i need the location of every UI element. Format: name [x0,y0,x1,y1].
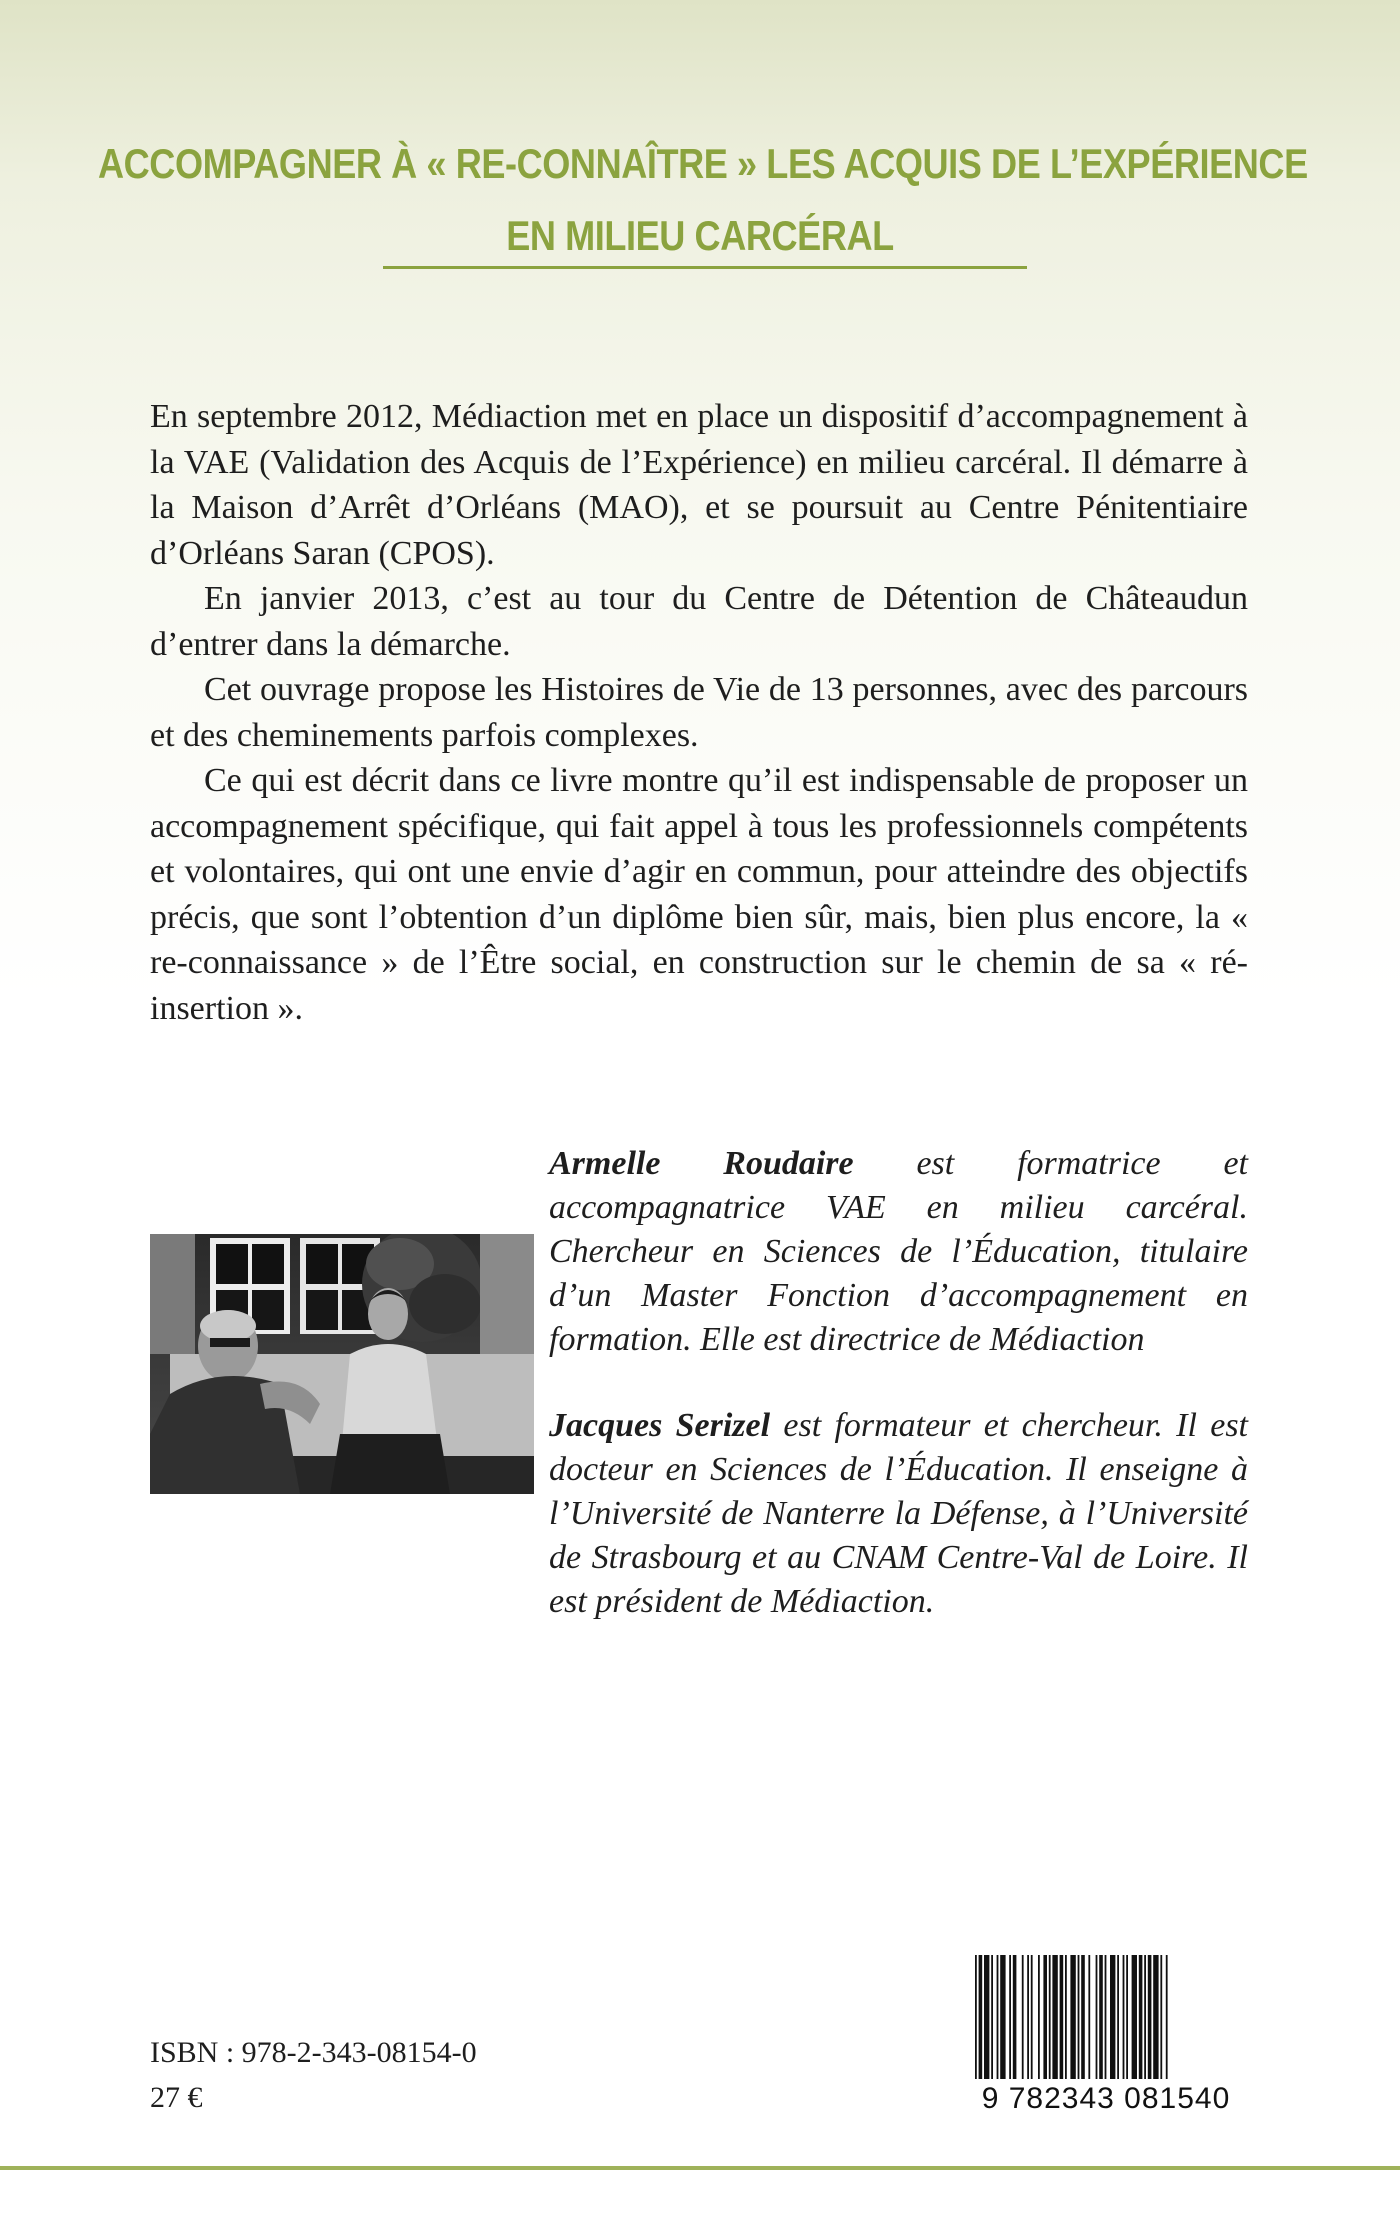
barcode-bar [1153,1955,1158,2081]
barcode-bar [984,1955,989,2081]
barcode-bar [1027,1955,1029,2081]
back-cover-summary [150,394,1248,1031]
author-bios [549,1142,1248,1624]
barcode-bar [1160,1955,1162,2081]
authors-photo-illustration [150,1234,534,1494]
barcode-bar [1031,1955,1033,2081]
summary-paragraph: En janvier 2013, c’est au tour du Centre de Détention de Châteaudun d’entrer dans la démarche. [150,580,1248,663]
summary-paragraph: Cet ouvrage propose les Histoires de Vie de 13 personnes, avec des parcours et des cheminements parfois complexes. [150,671,1248,754]
price-label: 27 € [150,2081,203,2114]
barcode-bar [1117,1955,1119,2081]
barcode-bars [971,1955,1241,2081]
barcode-bar [1009,1955,1011,2081]
barcode-bar [975,1955,977,2081]
barcode-bar [1105,1955,1107,2081]
author-bio-text: est formateur et chercheur. Il est docteur en Sciences de l’Éducation. Il enseigne à l’Université de Nanterre la Défense, à l’Université de Strasbourg et au CNAM Centre-Val de Loire. Il est président de Médiaction. [549,1407,1248,1620]
barcode-bar [979,1955,983,2081]
barcode-bar [1148,1955,1152,2081]
author-bio [549,1404,1248,1624]
barcode-bar [1065,1955,1067,2081]
barcode-bar [1070,1955,1075,2081]
barcode-bar [1139,1955,1143,2081]
barcode-bar [1013,1955,1017,2081]
barcode-bar [1088,1955,1090,2081]
bottom-rule [0,2166,1400,2170]
isbn-label: ISBN : 978-2-343-08154-0 [150,2036,477,2069]
summary-paragraph: En septembre 2012, Médiaction met en place un dispositif d’accompagnement à la VAE (Validation des Acquis de l’Expérience) en milieu carcéral. Il démarre à la Maison d’Arrêt d’Orléans (MAO), et se poursuit au Centre Pénitentiaire d’Orléans Saran (CPOS). [150,398,1248,572]
barcode-bar [1049,1955,1051,2081]
barcode-bar [1000,1955,1005,2081]
barcode-bar [1096,1955,1098,2081]
author-bio-text: est formatrice et accompagnatrice VAE en milieu carcéral. Chercheur en Sciences de l’Éducation, titulaire d’un Master Fonction d’accompagnement en formation. Elle est directrice de Médiaction [549,1145,1248,1358]
barcode-bar [1166,1955,1168,2081]
barcode-bar [1022,1955,1024,2081]
authors-photo [150,1234,534,1494]
barcode-bar [1078,1955,1080,2081]
title-block [0,128,1400,272]
title-line-1: ACCOMPAGNER À « RE-CONNAÎTRE » LES ACQUIS DE L’EXPÉRIENCE [98,140,1308,187]
barcode-bar [1081,1955,1085,2081]
barcode-digits: 9 782343 081540 [971,2079,1241,2119]
author-bio [549,1142,1248,1362]
barcode-bar [991,1955,993,2081]
barcode-bar [1144,1955,1146,2081]
barcode [971,1955,1241,2127]
title-underline [383,266,1027,269]
title-line-2: EN MILIEU CARCÉRAL [506,212,894,259]
barcode-bar [1038,1955,1040,2081]
barcode-bar [1052,1955,1057,2081]
barcode-bar [1099,1955,1103,2081]
barcode-bar [1043,1955,1047,2081]
barcode-bar [1110,1955,1115,2081]
barcode-bar [1126,1955,1128,2081]
summary-paragraph: Ce qui est décrit dans ce livre montre qu’il est indispensable de proposer un accompagnement spécifique, qui fait appel à tous les professionnels compétents et volontaires, qui ont une envie d’agir en commun, pour atteindre des objectifs précis, que sont l’obtention d’un diplôme bien sûr, mais, bien plus encore, la « re-connaissance » de l’Être social, en construction sur le chemin de sa « ré-insertion ». [150,762,1248,1027]
author-name: Armelle Roudaire [549,1145,854,1182]
author-name: Jacques Serizel [549,1407,771,1444]
barcode-bar [1132,1955,1137,2081]
barcode-bar [1060,1955,1064,2081]
barcode-bar [997,1955,999,2081]
barcode-bar [1123,1955,1125,2081]
